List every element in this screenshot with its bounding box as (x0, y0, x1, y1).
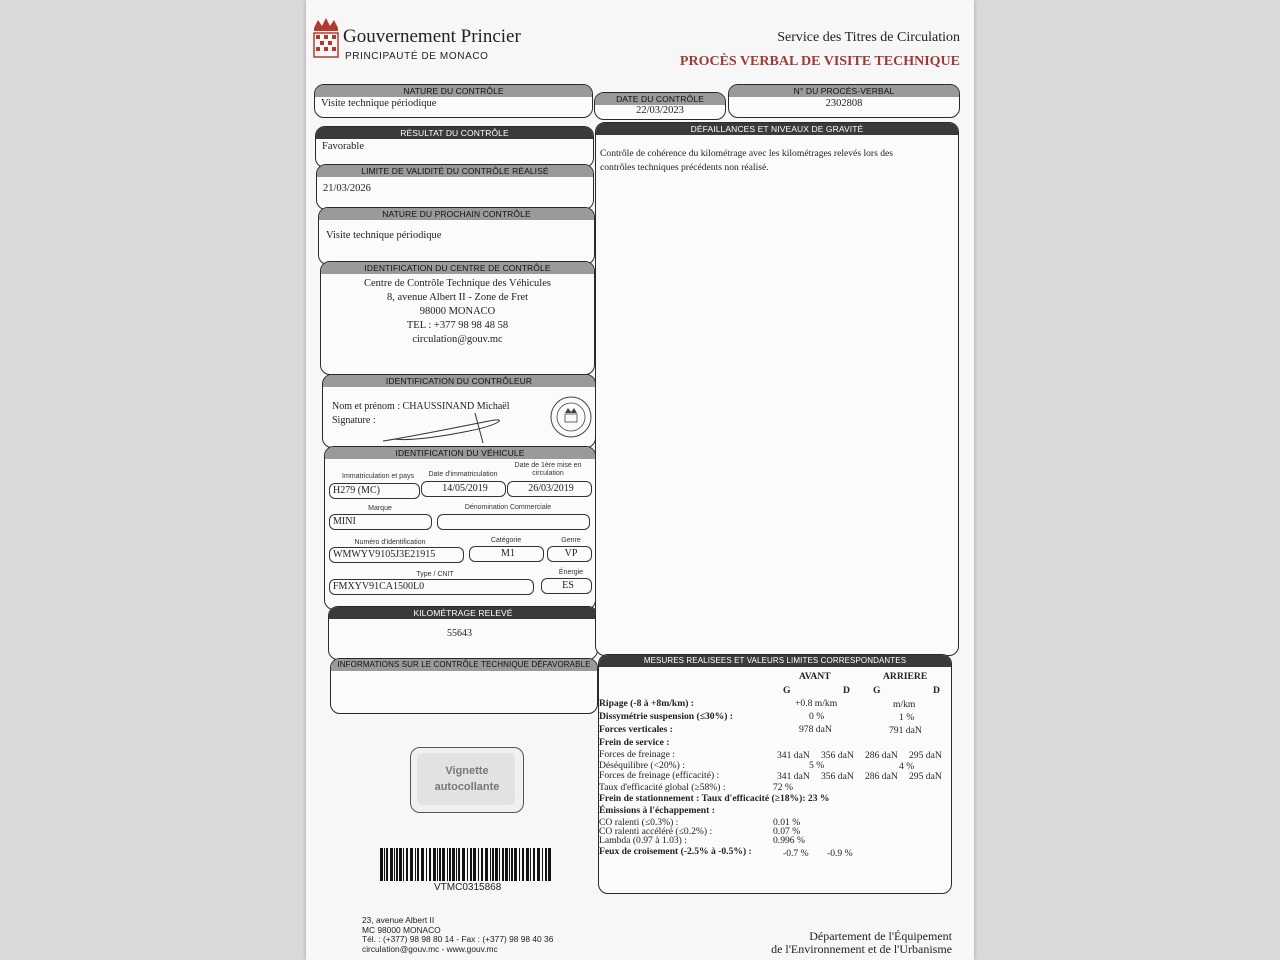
footer-addr-2: MC 98000 MONACO (362, 924, 441, 935)
premiere-circulation-field: 26/03/2019 (507, 481, 592, 497)
infos-defavorable-box (330, 658, 598, 714)
footer-department (771, 930, 952, 956)
taux-efficacite-label: Taux d'efficacité global (≥58%) : (599, 782, 726, 793)
ff-arriere-g: 286 daN (865, 750, 898, 761)
footer-address (362, 916, 553, 954)
nature-controle-header: NATURE DU CONTRÔLE (315, 85, 592, 97)
genre-label: Genre (561, 537, 581, 544)
date-immat-field: 14/05/2019 (421, 481, 506, 497)
avant-g: G (783, 685, 791, 696)
document-page (306, 0, 974, 960)
numero-pv-header: N° DU PROCÈS-VERBAL (729, 85, 959, 97)
official-stamp-icon (549, 395, 593, 439)
ff-arriere-d: 295 daN (909, 750, 942, 761)
lambda-label: Lambda (0.97 à 1.03) : (599, 835, 687, 846)
resultat-value: Favorable (322, 141, 364, 152)
footer-addr-4: circulation@gouv.mc - www.gouv.mc (362, 943, 498, 954)
forces-freinage-label: Forces de freinage : (599, 749, 675, 760)
barcode-number: VTMC0315868 (434, 882, 502, 893)
ff-avant-g: 341 daN (777, 750, 810, 761)
co-accelere-value: 0.07 % (773, 826, 801, 837)
ripage-avant: +0.8 m/km (795, 698, 838, 709)
ripage-arriere: m/km (893, 699, 916, 710)
centre-line-4: TEL : +377 98 98 48 58 (406, 320, 509, 331)
date-controle-header: DATE DU CONTRÔLE (595, 93, 725, 105)
signature-scribble (379, 411, 529, 445)
validite-box (316, 164, 594, 210)
prochain-controle-value: Visite technique périodique (326, 230, 442, 241)
dissymetrie-arriere: 1 % (899, 712, 915, 723)
centre-controle-header: IDENTIFICATION DU CENTRE DE CONTRÔLE (321, 262, 594, 274)
ffe-avant-g: 341 daN (777, 771, 810, 782)
co-ralenti-value: 0.01 % (773, 817, 801, 828)
immat-field: H279 (MC) (329, 483, 420, 499)
denomination-field (437, 514, 590, 530)
gov-title: Gouvernement Princier (343, 26, 521, 47)
kilometrage-header: KILOMÉTRAGE RELEVÉ (329, 607, 597, 619)
denomination-label: Dénomination Commerciale (464, 504, 552, 511)
desequilibre-label: Déséquilibre (<20%) : (599, 760, 685, 771)
forces-verticales-avant: 978 daN (799, 724, 832, 735)
ff-avant-d: 356 daN (821, 750, 854, 761)
nature-controle-value: Visite technique périodique (321, 98, 437, 109)
vin-label: Numéro d'identification (354, 539, 426, 546)
dissymetrie-label: Dissymétrie suspension (≤30%) : (599, 711, 733, 722)
vignette-placeholder (410, 747, 524, 813)
kilometrage-value: 55643 (447, 628, 472, 639)
centre-line-5: circulation@gouv.mc (412, 334, 503, 345)
emissions-label: Émissions à l'échappement : (599, 805, 715, 816)
feux-croisement-d: -0.9 % (827, 848, 853, 859)
kilometrage-box (328, 606, 598, 660)
genre-field: VP (547, 546, 592, 562)
energie-label: Énergie (558, 569, 584, 576)
monaco-crown-logo (310, 16, 342, 60)
vignette-line-1: Vignette (445, 765, 489, 777)
defaillances-text-2: contrôles techniques précédents non réalisé. (600, 162, 769, 173)
prochain-controle-box (318, 207, 595, 265)
co-ralenti-label: CO ralenti (≤0.3%) : (599, 817, 679, 828)
desequilibre-avant: 5 % (809, 760, 825, 771)
controleur-header: IDENTIFICATION DU CONTRÔLEUR (323, 375, 595, 387)
taux-efficacite-value: 72 % (773, 782, 793, 793)
categorie-label: Catégorie (490, 537, 522, 544)
vehicule-box (324, 446, 596, 610)
centre-line-2: 8, avenue Albert II - Zone de Fret (386, 292, 529, 303)
marque-label: Marque (368, 505, 392, 512)
arriere-g: G (873, 685, 881, 696)
forces-verticales-label: Forces verticales : (599, 724, 673, 735)
avant-d: D (843, 685, 850, 696)
ff-efficacite-label: Forces de freinage (efficacité) : (599, 770, 720, 781)
numero-pv-value: 2302808 (825, 98, 863, 109)
lambda-value: 0.996 % (773, 835, 805, 846)
resultat-header: RÉSULTAT DU CONTRÔLE (316, 127, 593, 139)
premiere-circulation-label: Date de 1ère mise en circulation (514, 462, 582, 477)
date-immat-label: Date d'immatriculation (428, 471, 498, 478)
immat-label: Immatriculation et pays (342, 473, 414, 480)
dissymetrie-avant: 0 % (809, 711, 825, 722)
vin-field: WMWYV9105J3E21915 (329, 547, 464, 563)
footer-dept-1: Département de l'Équipement (809, 929, 952, 943)
co-accelere-label: CO ralenti accéléré (≤0.2%) : (599, 826, 713, 837)
frein-service-label: Frein de service : (599, 737, 670, 748)
arriere-heading: ARRIERE (883, 671, 928, 682)
vehicule-header: IDENTIFICATION DU VÉHICULE (325, 447, 595, 459)
defaillances-header: DÉFAILLANCES ET NIVEAUX DE GRAVITÉ (596, 123, 958, 135)
frein-stationnement: Frein de stationnement : Taux d'efficacité (≥18%): 23 % (599, 793, 830, 804)
ripage-label: Ripage (-8 à +8m/km) : (599, 698, 694, 709)
avant-heading: AVANT (799, 671, 831, 682)
centre-controle-box (320, 261, 595, 375)
feux-croisement-g: -0.7 % (783, 848, 809, 859)
mesures-box (598, 654, 952, 894)
marque-field: MINI (329, 514, 432, 530)
validite-value: 21/03/2026 (323, 183, 371, 194)
forces-verticales-arriere: 791 daN (889, 725, 922, 736)
signature-label: Signature : (332, 415, 376, 426)
defaillances-text-1: Contrôle de cohérence du kilométrage avec les kilométrages relevés lors des (600, 148, 894, 159)
resultat-box (315, 126, 594, 168)
type-cnit-field: FMXYV91CA1500L0 (329, 579, 534, 595)
ffe-avant-d: 356 daN (821, 771, 854, 782)
categorie-field: M1 (469, 546, 544, 562)
gov-subtitle: PRINCIPAUTÉ DE MONACO (345, 51, 489, 62)
arriere-d: D (933, 685, 940, 696)
validite-header: LIMITE DE VALIDITÉ DU CONTRÔLE RÉALISÉ (317, 165, 593, 177)
centre-line-3: 98000 MONACO (419, 306, 496, 317)
feux-croisement-label: Feux de croisement (-2.5% à -0.5%) : (599, 846, 752, 857)
footer-dept-2: de l'Environnement et de l'Urbanisme (771, 942, 952, 956)
footer-addr-1: 23, avenue Albert II (362, 915, 435, 925)
date-controle-value: 22/03/2023 (636, 105, 684, 116)
footer-addr-3: Tél. : (+377) 98 98 80 14 - Fax : (+377) 98 98 40 36 (362, 934, 554, 944)
energie-field: ES (541, 578, 592, 594)
vignette-line-2: autocollante (434, 781, 500, 793)
date-controle-box (594, 92, 726, 120)
nature-controle-box (314, 84, 593, 118)
desequilibre-arriere: 4 % (899, 761, 915, 772)
type-cnit-label: Type / CNIT (416, 571, 454, 578)
mesures-header: MESURES REALISEES ET VALEURS LIMITES CORRESPONDANTES (599, 655, 951, 667)
numero-pv-box (728, 84, 960, 118)
controleur-name: Nom et prénom : CHAUSSINAND Michaël (332, 401, 510, 412)
defaillances-box (595, 122, 959, 656)
infos-defavorable-header: INFORMATIONS SUR LE CONTRÔLE TECHNIQUE DÉFAVORABLE (331, 659, 597, 671)
barcode-image (380, 848, 555, 881)
ffe-arriere-d: 295 daN (909, 771, 942, 782)
controleur-box (322, 374, 596, 448)
ffe-arriere-g: 286 daN (865, 771, 898, 782)
prochain-controle-header: NATURE DU PROCHAIN CONTRÔLE (319, 208, 594, 220)
service-title: Service des Titres de Circulation (777, 30, 960, 45)
document-title: PROCÈS VERBAL DE VISITE TECHNIQUE (679, 54, 960, 69)
centre-line-1: Centre de Contrôle Technique des Véhicules (364, 278, 551, 289)
